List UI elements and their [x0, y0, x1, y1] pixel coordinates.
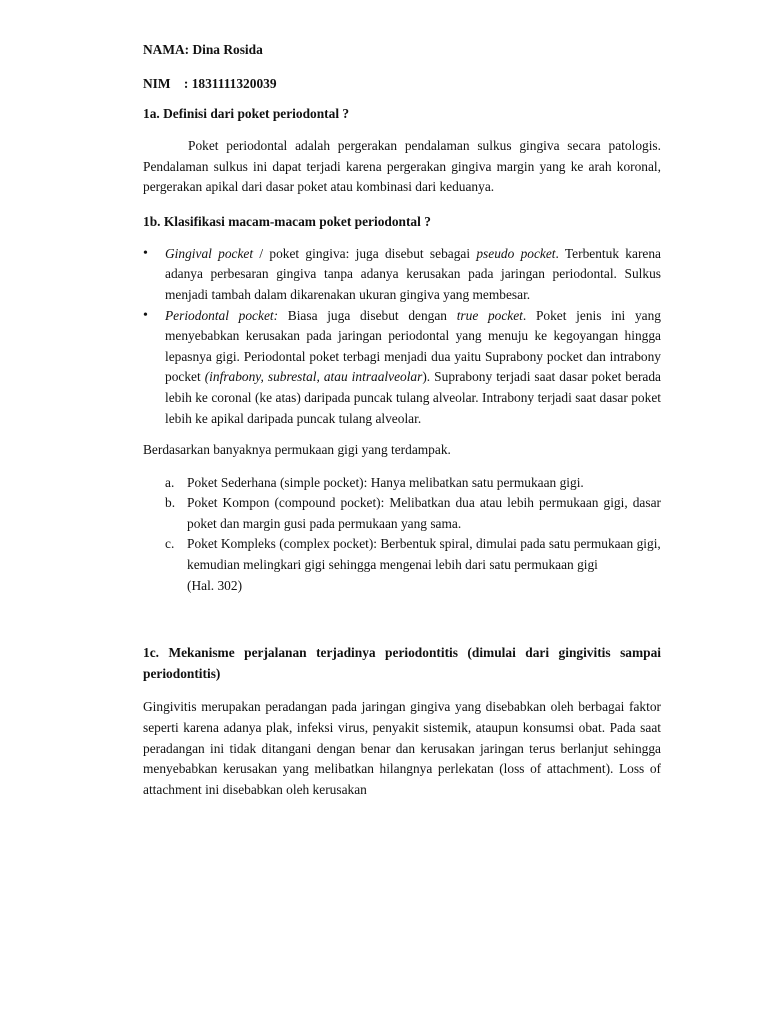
bullet-mark: •	[143, 245, 148, 261]
list-item-text: Poket Kompleks (complex pocket): Berbentuk spiral, dimulai pada satu permukaan gigi, kemudian melingkari gigi sehingga mengenai lebih dari satu permukaan gigi	[187, 536, 661, 572]
list-item-text: Poket Kompon (compound pocket): Melibatkan dua atau lebih permukaan gigi, dasar poket dan margin gusi pada permukaan yang sama.	[187, 495, 661, 531]
classification-intro: Berdasarkan banyaknya permukaan gigi yang terdampak.	[143, 442, 451, 458]
page-reference: (Hal. 302)	[187, 577, 243, 593]
list-item-c	[143, 534, 661, 575]
term-infrabony: (infrabony, subrestal, atau intraalveolar	[204, 369, 423, 385]
term-periodontal-pocket: Periodontal pocket:	[165, 307, 279, 323]
list-marker: c.	[165, 536, 175, 552]
list-item-text: Poket Sederhana (simple pocket): Hanya melibatkan satu permukaan gigi.	[187, 474, 584, 490]
pocket-type-list	[143, 473, 661, 597]
term-pseudo-pocket: pseudo pocket	[476, 245, 556, 261]
list-marker: a.	[165, 474, 175, 490]
bullet-text-part: ). Suprabony terjadi saat dasar poket berada lebih ke coronal (ke atas) daripada puncak tulang alveolar. Intrabony terjadi saat dasar poket lebih ke apikal daripada puncak tulang alveolar.	[165, 369, 661, 426]
list-marker: b.	[165, 495, 176, 511]
bullet-periodontal-pocket	[143, 306, 661, 430]
bullet-text-part: Biasa juga disebut dengan	[278, 307, 457, 323]
term-true-pocket: true pocket	[456, 307, 523, 323]
student-name: NAMA: Dina Rosida	[143, 42, 263, 57]
heading-1b: 1b. Klasifikasi macam-macam poket periodontal ?	[143, 213, 431, 229]
bullet-text-part: . Terbentuk karena adanya perbesaran gingiva tanpa adanya kerusakan pada jaringan periodontal. Sulkus menjadi tambah dalam dikarenakan ukuran gingiva yang membesar.	[165, 245, 661, 302]
list-item-b	[143, 493, 661, 534]
bullet-text	[165, 306, 661, 430]
bullet-gingival-pocket	[143, 244, 661, 306]
heading-1a: 1a. Definisi dari poket periodontal ?	[143, 106, 350, 121]
student-nim: NIM : 1831111320039	[143, 75, 277, 91]
list-marker-empty	[165, 576, 187, 597]
heading-1c: 1c. Mekanisme perjalanan terjadinya periodontitis (dimulai dari gingivitis sampai periodontitis)	[143, 645, 661, 681]
bullet-mark: •	[143, 307, 148, 323]
document-content	[143, 40, 661, 800]
reference-row	[143, 576, 661, 597]
bullet-text-part: . Poket jenis ini yang menyebabkan kerusakan pada jaringan periodontal yang menuju ke kegoyangan hingga lepasnya gigi. Periodontal poket terbagi menjadi dua yaitu Suprabony pocket dan intrabony pocket	[165, 307, 661, 385]
bullet-text	[165, 244, 661, 306]
paragraph-1a: Poket periodontal adalah pergerakan pendalaman sulkus gingiva secara patologis. Pendalaman sulkus ini dapat terjadi karena pergerakan gingiva margin yang ke arah koronal, pergerakan apikal dari dasar poket atau kombinasi dari keduanya.	[143, 138, 661, 195]
bullet-text-part: / poket gingiva: juga disebut sebagai	[253, 245, 477, 261]
list-item-a	[143, 473, 661, 494]
term-gingival-pocket: Gingival pocket	[165, 245, 254, 261]
paragraph-1c: Gingivitis merupakan peradangan pada jaringan gingiva yang disebabkan oleh berbagai faktor seperti karena adanya plak, infeksi virus, penyakit sistemik, ataupun konsumsi obat. Pada saat peradangan ini tidak ditangani dengan benar dan kerusakan jaringan terus berlanjut sehingga menyebabkan kerusakan yang melibatkan hilangnya perlekatan (loss of attachment). Loss of attachment ini disebabkan oleh kerusakan	[143, 699, 661, 797]
